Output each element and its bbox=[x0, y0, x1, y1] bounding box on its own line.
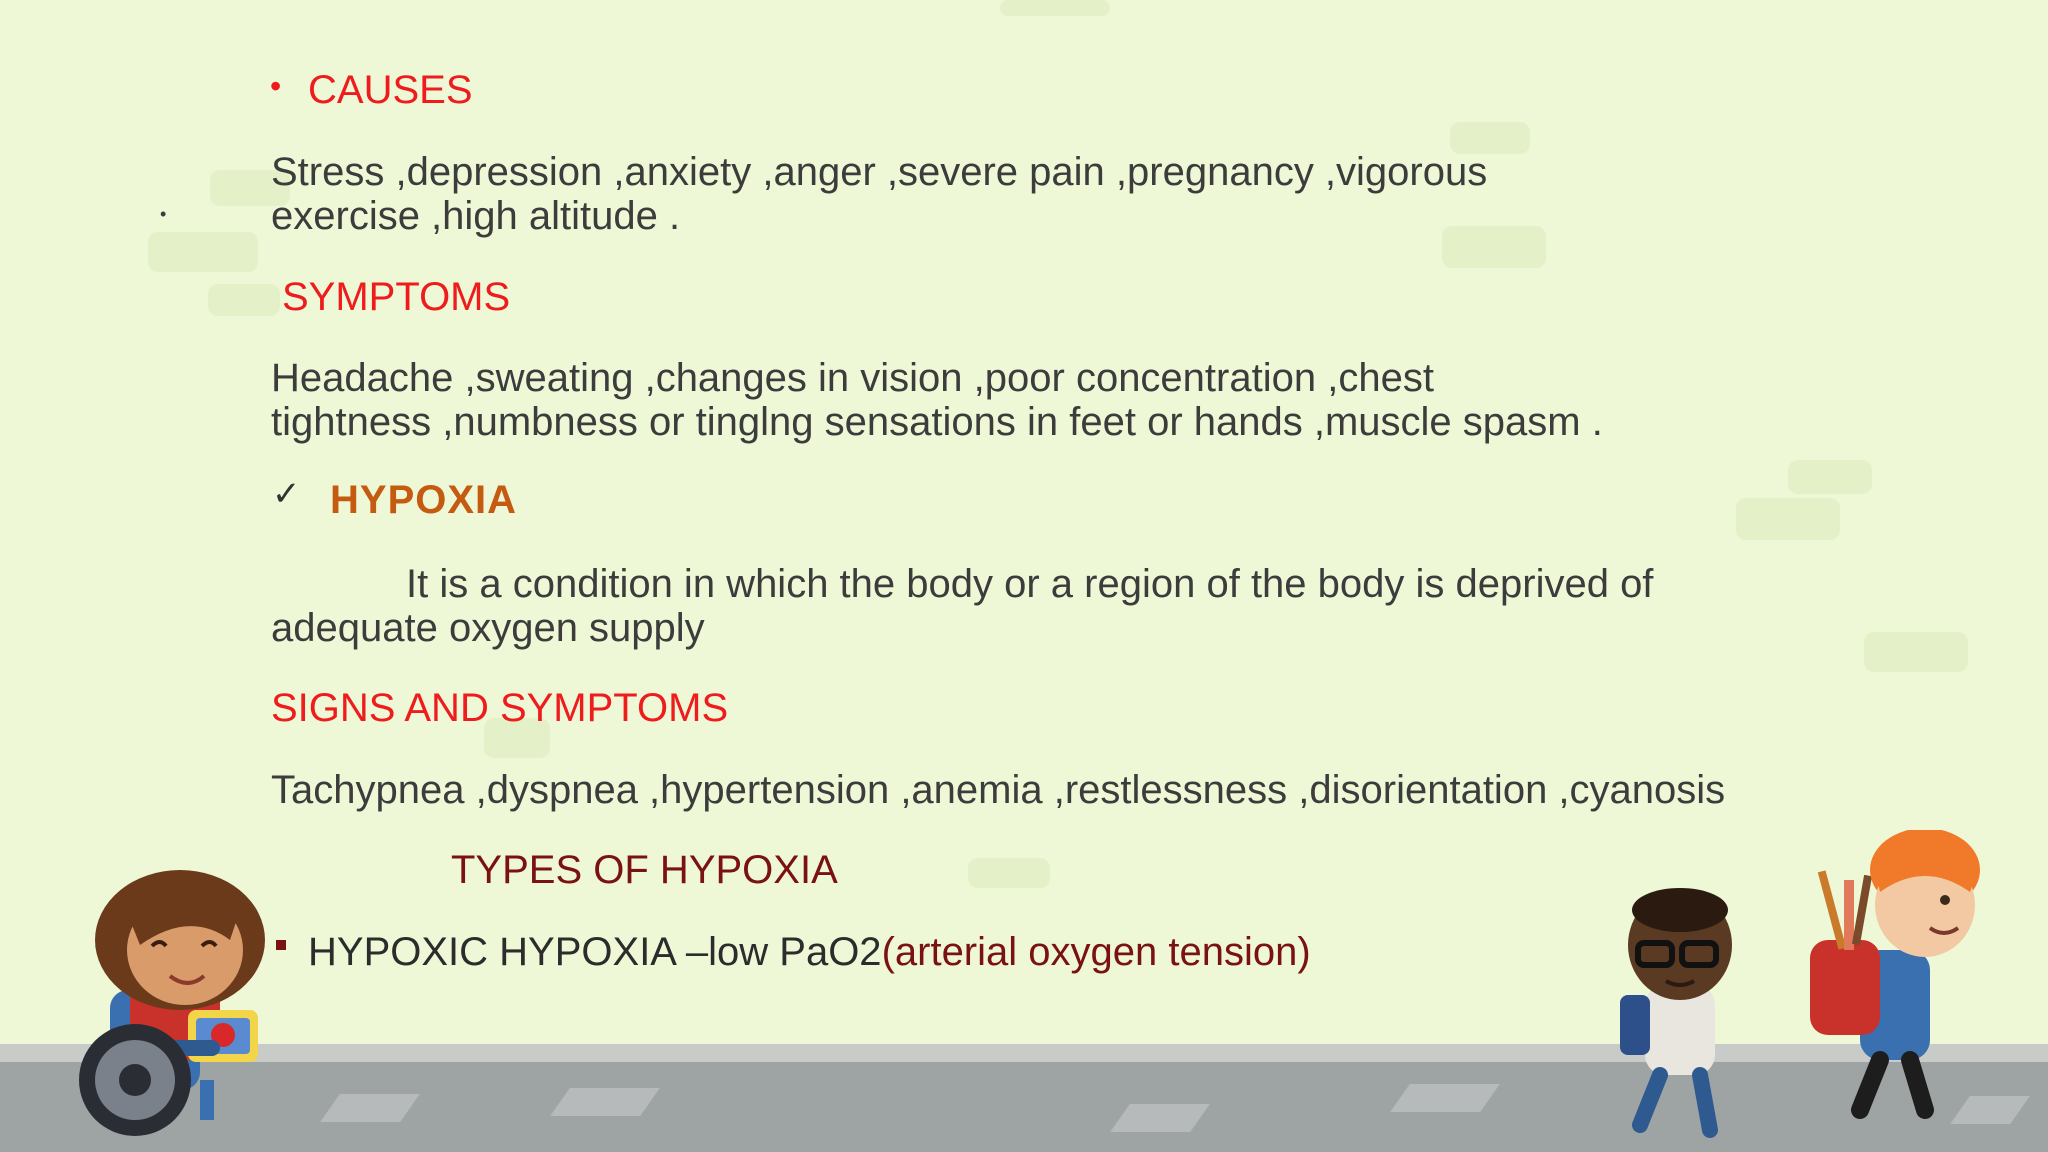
bg-patch bbox=[148, 232, 258, 272]
boy-with-glasses-illustration bbox=[1600, 885, 1770, 1145]
signs-heading: SIGNS AND SYMPTOMS bbox=[271, 686, 729, 730]
definition-line1: It is a condition in which the body or a region of the body is deprived of bbox=[406, 562, 1654, 606]
bg-patch bbox=[1864, 632, 1968, 672]
type1-line bbox=[308, 930, 1311, 975]
bg-patch bbox=[208, 284, 280, 316]
symptoms-heading: SYMPTOMS bbox=[282, 275, 511, 319]
causes-text-line1: Stress ,depression ,anxiety ,anger ,severe pain ,pregnancy ,vigorous bbox=[271, 150, 1488, 194]
bg-patch bbox=[1442, 226, 1546, 268]
check-icon: ✓ bbox=[272, 475, 301, 513]
definition-line2: adequate oxygen supply bbox=[271, 606, 705, 650]
type1-label: HYPOXIC HYPOXIA –low PaO2 bbox=[308, 930, 882, 974]
bg-patch bbox=[1788, 460, 1872, 494]
girl-in-wheelchair-illustration bbox=[70, 850, 300, 1140]
signs-text: Tachypnea ,dyspnea ,hypertension ,anemia ,restlessness ,disorientation ,cyanosis bbox=[271, 768, 1726, 812]
types-heading: TYPES OF HYPOXIA bbox=[451, 848, 838, 892]
causes-heading: CAUSES bbox=[308, 68, 473, 112]
causes-bullet: • bbox=[270, 68, 282, 104]
bg-patch bbox=[1000, 0, 1110, 16]
causes-text-line2: exercise ,high altitude . bbox=[271, 194, 681, 238]
symptoms-text-line1: Headache ,sweating ,changes in vision ,poor concentration ,chest bbox=[271, 356, 1434, 400]
type1-detail: (arterial oxygen tension) bbox=[881, 930, 1311, 974]
hypoxia-heading: HYPOXIA bbox=[330, 478, 518, 522]
redhead-boy-with-backpack-illustration bbox=[1800, 830, 2000, 1130]
symptoms-text-line2: tightness ,numbness or tinglng sensations in feet or hands ,muscle spasm . bbox=[271, 400, 1603, 444]
bg-patch bbox=[1736, 498, 1840, 540]
stray-bullet: • bbox=[160, 204, 167, 224]
bg-patch bbox=[968, 858, 1050, 888]
